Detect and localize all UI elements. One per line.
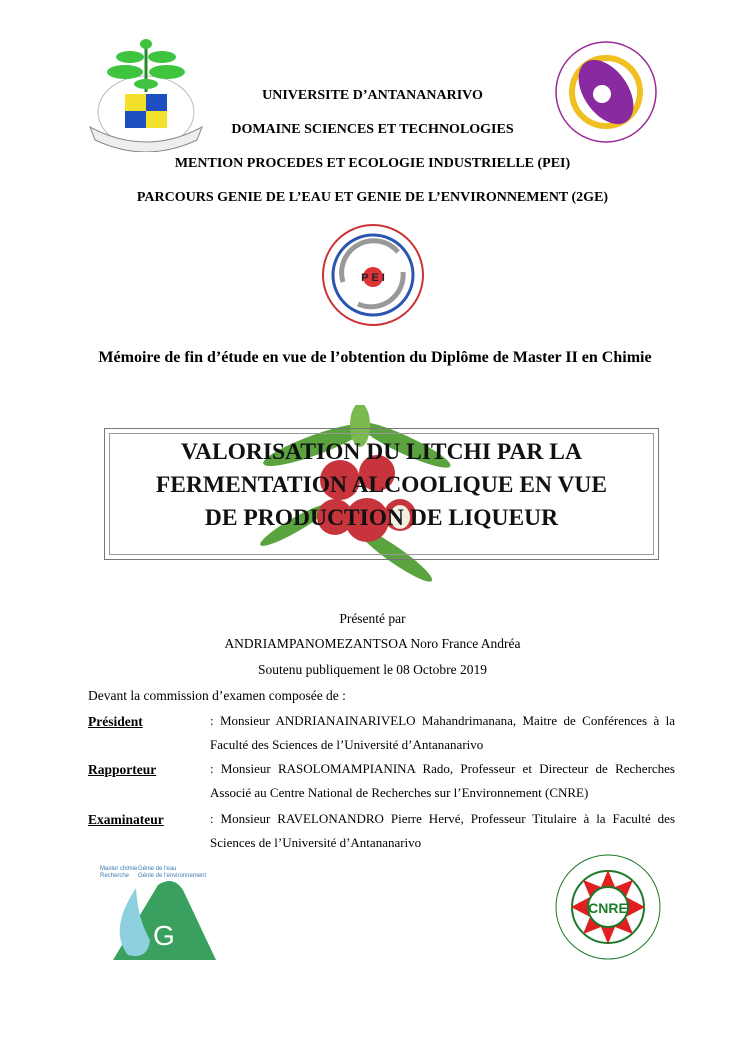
svg-text:Recherche: Recherche xyxy=(100,873,130,879)
university-name: UNIVERSITE D’ANTANANARIVO xyxy=(262,88,483,103)
title-line: VALORISATION DU LITCHI PAR LA xyxy=(181,439,582,465)
presented-by: Présenté par xyxy=(339,611,406,626)
mention-name: MENTION PROCEDES ET ECOLOGIE INDUSTRIELLE (PEI) xyxy=(174,156,571,171)
svg-text:Master chimie: Master chimie xyxy=(100,866,138,872)
pei-logo xyxy=(318,222,428,328)
jury-role-rapporteur: Rapporteur xyxy=(88,762,157,777)
jury-desc-rapporteur: : Monsieur RASOLOMAMPIANINA Rado, Professeur et Directeur de Recherches Associé au Centre National de Recherches sur l’Environnement (CNRE) xyxy=(210,761,675,800)
parcours-name: PARCOURS GENIE DE L’EAU ET GENIE DE L’ENVIRONNEMENT (2GE) xyxy=(136,190,609,205)
defense-date: Soutenu publiquement le 08 Octobre 2019 xyxy=(257,662,488,677)
jury-role-president: Président xyxy=(88,714,143,729)
thesis-title xyxy=(104,436,659,535)
jury-desc-president: : Monsieur ANDRIANAINARIVELO Mahandrimanana, Maitre de Conférences à la Faculté des Sciences de l’Université d’Antananarivo xyxy=(210,713,675,752)
svg-text:CNRE: CNRE xyxy=(588,900,628,916)
jury-desc-examinateur: : Monsieur RAVELONANDRO Pierre Hervé, Professeur Titulaire à la Faculté des Sciences de l’Université d’Antananarivo xyxy=(210,811,675,850)
cnre-logo xyxy=(553,852,663,962)
domain-name: DOMAINE SCIENCES ET TECHNOLOGIES xyxy=(231,122,514,137)
author-name: ANDRIAMPANOMEZANTSOA Noro France Andréa xyxy=(224,636,521,651)
svg-text:P E I: P E I xyxy=(361,272,385,284)
commission-intro: Devant la commission d’examen composée de : xyxy=(88,688,346,703)
title-line: DE PRODUCTION DE LIQUEUR xyxy=(204,505,559,531)
svg-text:G: G xyxy=(153,920,175,951)
ge-master-logo xyxy=(98,860,218,964)
memoire-description: Mémoire de fin d’étude en vue de l’obtention du Diplôme de Master II en Chimie xyxy=(98,349,652,366)
jury-role-examinateur: Examinateur xyxy=(88,812,164,827)
svg-text:Génie de l'environnement: Génie de l'environnement xyxy=(138,873,207,879)
title-line: FERMENTATION ALCOOLIQUE EN VUE xyxy=(155,472,608,498)
svg-text:Génie de l'eau: Génie de l'eau xyxy=(138,866,177,872)
